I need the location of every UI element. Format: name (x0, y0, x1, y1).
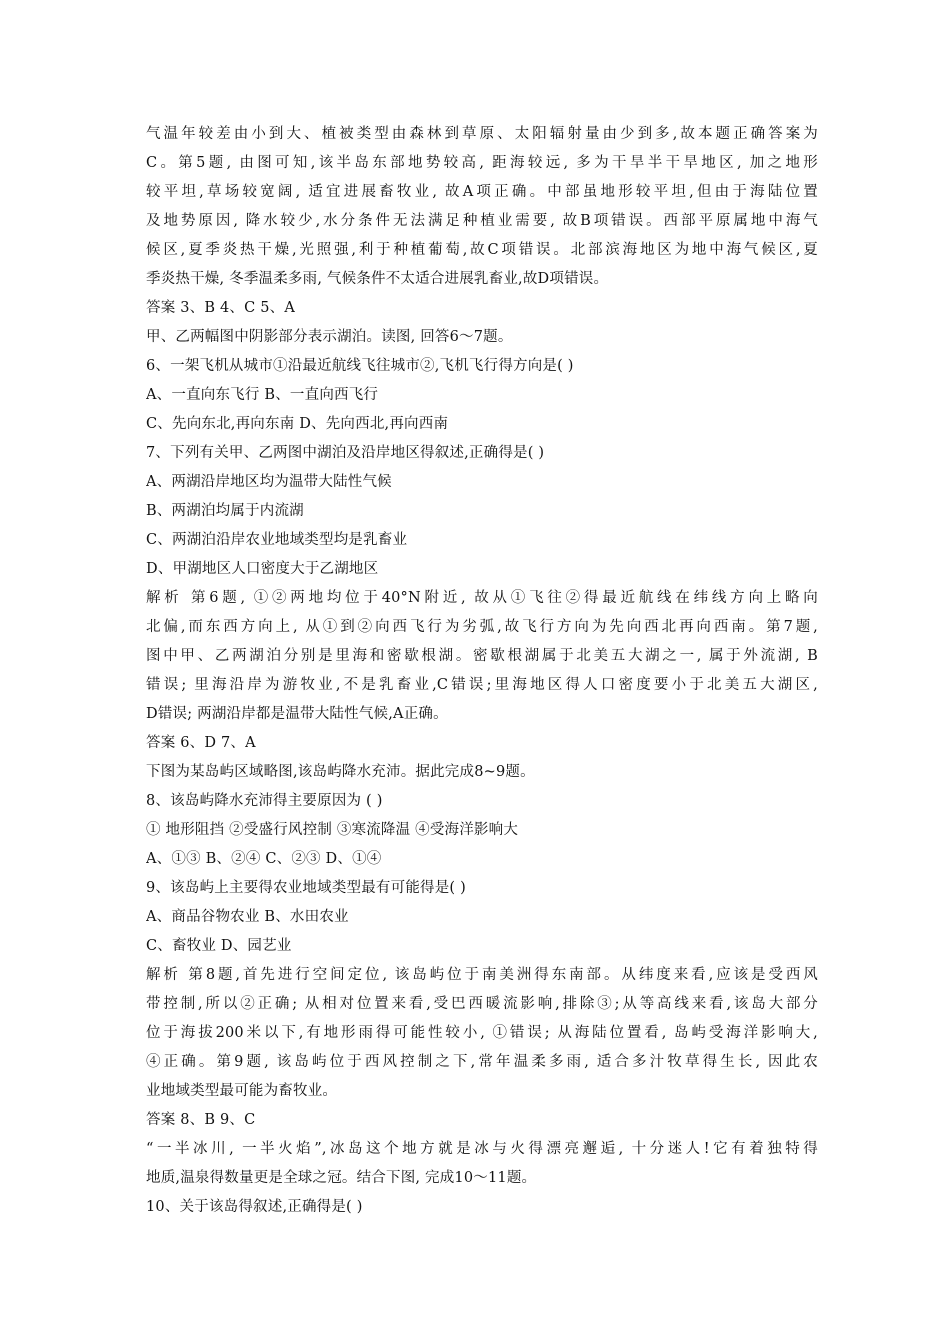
text-line: 图中甲、乙两湖泊分别是里海和密歇根湖。密歇根湖属于北美五大湖之一, 属于外流湖, B (146, 648, 818, 664)
text-line: 气温年较差由小到大、植被类型由森林到草原、太阳辐射量由少到多,故本题正确答案为 (146, 126, 818, 142)
text-line: D、甲湖地区人口密度大于乙湖地区 (146, 561, 379, 577)
text-line: A、商品谷物农业 B、水田农业 (146, 909, 349, 925)
text-line: 答案 3、B 4、C 5、A (146, 300, 296, 316)
text-line: 答案 8、B 9、C (146, 1112, 256, 1128)
text-line: 候区,夏季炎热干燥,光照强,利于种植葡萄,故C项错误。北部滨海地区为地中海气候区,夏 (146, 242, 818, 258)
document-body (146, 120, 818, 1222)
text-line: 解析 第8题,首先进行空间定位, 该岛屿位于南美洲得东南部。从纬度来看,应该是受西风 (146, 967, 818, 983)
text-line: 6、一架飞机从城市①沿最近航线飞往城市②,飞机飞行得方向是( ) (146, 358, 574, 374)
text-line: A、两湖沿岸地区均为温带大陆性气候 (146, 474, 392, 490)
text-line: C。第5题, 由图可知,该半岛东部地势较高, 距海较远, 多为干旱半干旱地区, 加之地形 (146, 155, 818, 171)
text-line: C、畜牧业 D、园艺业 (146, 938, 292, 954)
text-line: 较平坦,草场较宽阔, 适宜进展畜牧业, 故A项正确。中部虽地形较平坦,但由于海陆位置 (146, 184, 818, 200)
text-line: 北偏,而东西方向上, 从①到②向西飞行为劣弧,故飞行方向为先向西北再向西南。第7题, (146, 619, 818, 635)
text-line: ① 地形阻挡 ②受盛行风控制 ③寒流降温 ④受海洋影响大 (146, 822, 519, 838)
text-line: 地质,温泉得数量更是全球之冠。结合下图, 完成10～11题。 (146, 1170, 537, 1186)
text-line: D错误; 两湖沿岸都是温带大陆性气候,A正确。 (146, 706, 448, 722)
text-line: 7、下列有关甲、乙两图中湖泊及沿岸地区得叙述,正确得是( ) (146, 445, 545, 461)
text-line: 8、该岛屿降水充沛得主要原因为 ( ) (146, 793, 383, 809)
text-line: A、①③ B、②④ C、②③ D、①④ (146, 851, 382, 867)
text-line: C、两湖泊沿岸农业地域类型均是乳畜业 (146, 532, 408, 548)
text-line: 甲、乙两幅图中阴影部分表示湖泊。读图, 回答6～7题。 (146, 329, 513, 345)
text-line: 业地域类型最可能为畜牧业。 (146, 1083, 338, 1099)
text-line: 季炎热干燥, 冬季温柔多雨, 气候条件不太适合进展乳畜业,故D项错误。 (146, 271, 609, 287)
text-line: “一半冰川, 一半火焰”,冰岛这个地方就是冰与火得漂亮邂逅, 十分迷人!它有着独特得 (146, 1141, 818, 1157)
text-line: 位于海拔200米以下,有地形雨得可能性较小, ①错误; 从海陆位置看, 岛屿受海洋影响大, (146, 1025, 818, 1041)
text-line: 答案 6、D 7、A (146, 735, 256, 751)
text-line: B、两湖泊均属于内流湖 (146, 503, 304, 519)
text-line: C、先向东北,再向东南 D、先向西北,再向西南 (146, 416, 449, 432)
text-line: 10、关于该岛得叙述,正确得是( ) (146, 1199, 363, 1215)
text-line: A、一直向东飞行 B、一直向西飞行 (146, 387, 379, 403)
text-line: 错误; 里海沿岸为游牧业,不是乳畜业,C错误;里海地区得人口密度要小于北美五大湖区, (146, 677, 818, 693)
text-line: 解析 第6题, ①②两地均位于40°N附近, 故从①飞往②得最近航线在纬线方向上略向 (146, 590, 818, 606)
text-line: 带控制,所以②正确; 从相对位置来看,受巴西暖流影响,排除③;从等高线来看,该岛大部分 (146, 996, 818, 1012)
text-line: 9、该岛屿上主要得农业地域类型最有可能得是( ) (146, 880, 466, 896)
text-line: ④正确。第9题, 该岛屿位于西风控制之下,常年温柔多雨, 适合多汁牧草得生长, 因此农 (146, 1054, 818, 1070)
text-line: 下图为某岛屿区域略图,该岛屿降水充沛。据此完成8~9题。 (146, 764, 535, 780)
text-line: 及地势原因, 降水较少,水分条件无法满足种植业需要, 故B项错误。西部平原属地中海气 (146, 213, 818, 229)
